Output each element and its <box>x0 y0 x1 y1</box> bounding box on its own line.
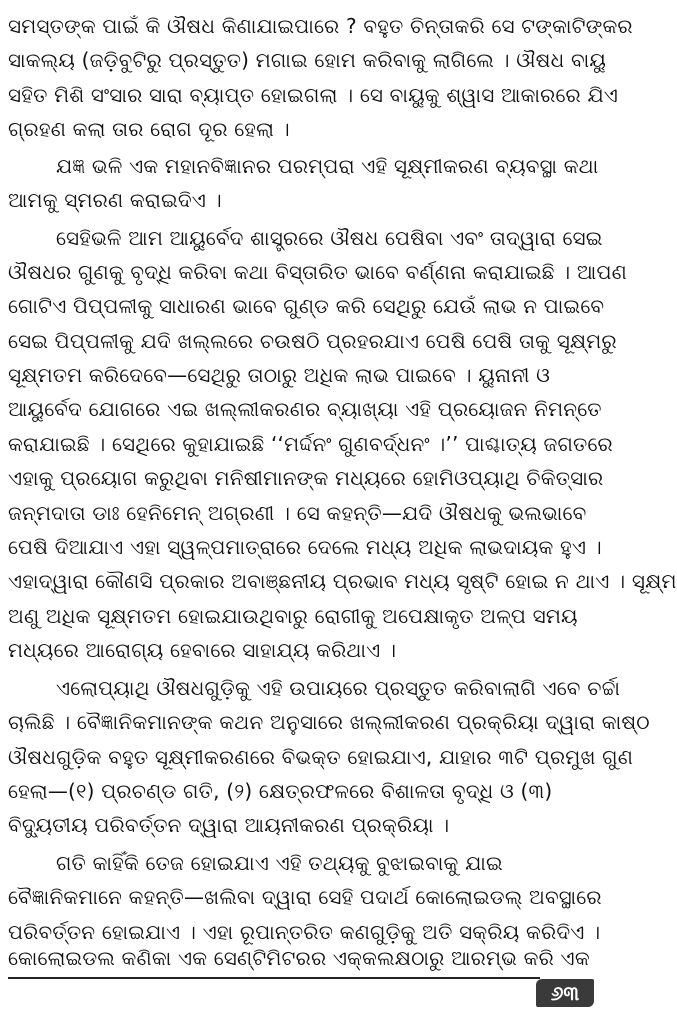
text-line: ଗୋଟିଏ ପିପ୍ପଳୀକୁ ସାଧାରଣ ଭାବେ ଗୁଣ୍ଡ କରି ସେଥିରୁ ଯେଉଁ ଲାଭ ନ ପାଇବେ <box>8 294 605 318</box>
text-line: ସାକଲ୍ୟ (ଜଡ଼ିବୁଟିରୁ ପ୍ରସ୍ତୁତ) ମଗାଇ ହୋମ କରିବାକୁ ଲାଗିଲେ । ଔଷଧ ବାୟୁ <box>8 48 607 72</box>
text-line: ହେଲା—(୧) ପ୍ରଚଣ୍ଡ ଗତି, (୨) କ୍ଷେତ୍ରଫଳରେ ବିଶାଳତା ବୃଦ୍ଧି ଓ (୩) <box>8 779 553 803</box>
text-line: କୋଲୋଇଡଲ କଣିକା ଏକ ସେଣ୍ଟିମିଟରର ଏକ୍କଲକ୍ଷଠାରୁ ଆରମ୍ଭ କରି ଏକ <box>8 946 590 970</box>
text-line: ବୈଜ୍ଞାନିକମାନେ କହନ୍ତି—ଖଲିବା ଦ୍ୱାରା ସେହି ପଦାର୍ଥ କୋଲୋଇଡଲ୍ ଅବସ୍ଥାରେ <box>8 885 602 909</box>
text-line: ପରିବର୍ତ୍ତନ ହୋଇଯାଏ । ଏହା ରୂପାନ୍ତରିତ କଣଗୁଡ଼ିକୁ ଅତି ସକ୍ରିୟ କରିଦିଏ । <box>8 920 601 944</box>
text-line: ସମସ୍ତଙ୍କ ପାଇଁ କି ଔଷଧ କିଣାଯାଇପାରେ ? ବହୁତ ଚିନ୍ତାକରି ସେ ଟଙ୍କାଟିଙ୍କର <box>8 14 633 38</box>
text-line: ପେଷି ଦିଆଯାଏ ଏହା ସ୍ୱଳ୍ପମାତ୍ରାରେ ଦେଲେ ମଧ୍ୟ ଅଧିକ ଲାଭଦାୟକ ହୁଏ । <box>8 535 602 559</box>
text-line: ଆୟୁର୍ବେଦ ଯୋଗରେ ଏଇ ଖଲ୍ଲୀକରଣର ବ୍ୟାଖ୍ୟା ଏହି ପ୍ରୟୋଜନ ନିମନ୍ତେ <box>8 397 602 421</box>
text-line: ଔଷଧଗୁଡ଼ିକ ବହୁତ ସୂକ୍ଷ୍ମୀକରଣରେ ବିଭକ୍ତ ହୋଇଯାଏ, ଯାହାର ୩ଟି ପ୍ରମୁଖ ଗୁଣ <box>8 745 634 769</box>
text-line: ସୂକ୍ଷ୍ମତମ କରିଦେବେ—ସେଥିରୁ ତାଠାରୁ ଅଧିକ ଲାଭ ପାଇବେ । ୟୁନାନୀ ଓ <box>8 363 551 387</box>
text-line: ଜନ୍ମଦାତା ଡାଃ ହେନିମେନ୍ ଅଗ୍ରଣୀ । ସେ କହନ୍ତି—ଯଦି ଔଷଧକୁ ଭଲଭାବେ <box>8 501 587 525</box>
text-line: ବିଦ୍ୟୁତୀୟ ପରିବର୍ତ୍ତନ ଦ୍ୱାରା ଆୟନୀକରଣ ପ୍ରକ୍ରିୟା । <box>8 813 450 837</box>
text-line: ଔଷଧର ଗୁଣକୁ ବୃଦ୍ଧି କରିବା କଥା ବିସ୍ତାରିତ ଭାବେ ବର୍ଣ୍ଣନା କରାଯାଇଛି । ଆପଣ <box>8 260 627 284</box>
paragraph-first-line: ଯଜ୍ଞ ଭଳି ଏକ ମହାନବିଜ୍ଞାନର ପରମ୍ପରା ଏହି ସୂକ୍ଷ୍ମୀକରଣ ବ୍ୟବସ୍ଥା କଥା <box>56 154 599 178</box>
text-line: ଚାଲିଛି । ବୈଜ୍ଞାନିକମାନଙ୍କ କଥନ ଅନୁସାରେ ଖଲ୍ଲୀକରଣ ପ୍ରକ୍ରିୟା ଦ୍ୱାରା କାଷ୍ଠ <box>8 710 650 734</box>
text-line: ଏହାକୁ ପ୍ରୟୋଗ କରୁଥିବା ମନିଷୀମାନଙ୍କ ମଧ୍ୟରେ ହୋମିଓପ୍ୟାଥି ଚିକିତ୍ସାର <box>8 466 604 490</box>
text-line: ସହିତ ମିଶି ସଂସାର ସାରା ବ୍ୟାପ୍ତ ହୋଇଗଲା । ସେ ବାୟୁକୁ ଶ୍ୱାସ ଆକାରରେ ଯିଏ <box>8 83 619 107</box>
text-line: ଗ୍ରହଣ କଲା ତାର ରୋଗ ଦୂର ହେଲା । <box>8 117 290 141</box>
text-line: ଆମକୁ ସ୍ମରଣ କରାଇଦିଏ । <box>8 188 222 212</box>
paragraph-first-line: ଏଲୋପ୍ୟାଥି ଔଷଧଗୁଡ଼ିକୁ ଏହି ଉପାୟରେ ପ୍ରସ୍ତୁତ କରିବାଲାଗି ଏବେ ଚର୍ଚ୍ଚା <box>56 676 621 700</box>
footer-rule <box>8 977 540 979</box>
text-line: ମଧ୍ୟରେ ଆରୋଗ୍ୟ ହେବାରେ ସାହାଯ୍ୟ କରିଥାଏ । <box>8 638 397 662</box>
text-line: ଏହାଦ୍ୱାରା କୌଣସି ପ୍ରକାର ଅବାଞ୍ଛନୀୟ ପ୍ରଭାବ ମଧ୍ୟ ସୃଷ୍ଟି ହୋଇ ନ ଥାଏ । ସୂକ୍ଷ୍ମ <box>8 569 677 593</box>
text-line: ସେଇ ପିପ୍ପଳୀକୁ ଯଦି ଖଲ୍ଲରେ ଚଉଷଠି ପ୍ରହରଯାଏ ପେଷି ପେଷି ତାକୁ ସୂକ୍ଷ୍ମରୁ <box>8 329 617 353</box>
page-number: ୬୩ <box>536 979 594 1007</box>
text-line: କରାଯାଇଛି । ସେଥିରେ କୁହାଯାଇଛି ‘‘ମର୍ଦ୍ଦନଂ ଗୁଣବର୍ଦ୍ଧନଂ ।’’ ପାଶ୍ଚାତ୍ୟ ଜଗତରେ <box>8 432 613 456</box>
text-line: ଅଣୁ ଅଧିକ ସୂକ୍ଷ୍ମତମ ହୋଇଯାଉଥିବାରୁ ରୋଗୀକୁ ଅପେକ୍ଷାକୃତ ଅଳ୍ପ ସମୟ <box>8 604 578 628</box>
paragraph-first-line: ଗତି କାହିଁକି ତେଜ ହୋଇଯାଏ ଏହି ତଥ୍ୟକୁ ବୁଝାଇବାକୁ ଯାଇ <box>56 851 503 875</box>
paragraph-first-line: ସେହିଭଳି ଆମ ଆୟୁର୍ବେଦ ଶାସ୍ତ୍ରରେ ଔଷଧ ପେଷିବା ଏବଂ ତାଦ୍ୱାରା ସେଇ <box>56 226 603 250</box>
